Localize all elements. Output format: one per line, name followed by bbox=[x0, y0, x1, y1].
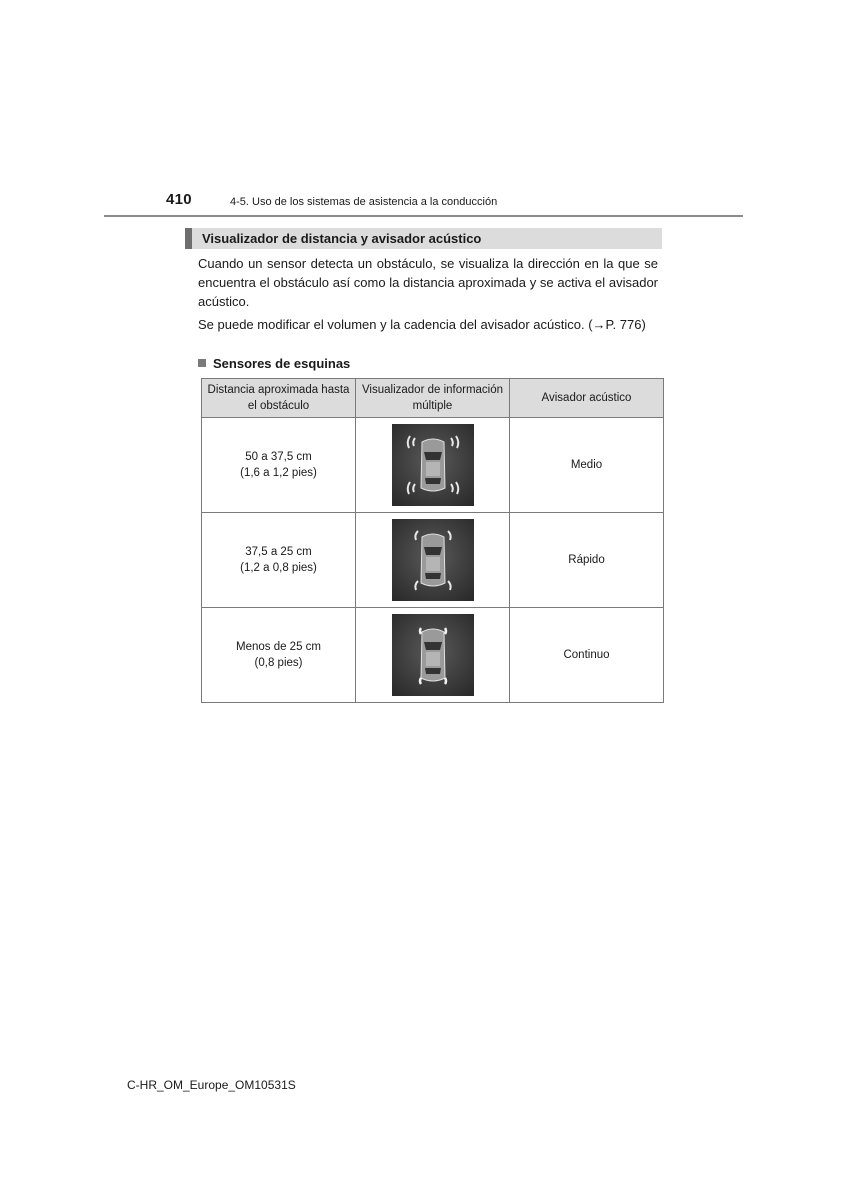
buzzer-cell: Rápido bbox=[510, 513, 664, 608]
header-distance: Distancia aproximada hasta el obstáculo bbox=[202, 379, 356, 418]
sensor-table bbox=[201, 378, 664, 703]
corner-sensor-display-near-icon bbox=[392, 614, 474, 696]
subheading bbox=[198, 356, 350, 371]
table-header-row bbox=[202, 379, 664, 418]
display-cell bbox=[356, 513, 510, 608]
page-number: 410 bbox=[166, 191, 192, 208]
subheading-text: Sensores de esquinas bbox=[213, 356, 351, 371]
header-rule bbox=[104, 215, 743, 217]
buzzer-cell: Continuo bbox=[510, 608, 664, 703]
paragraph-detection: Cuando un sensor detecta un obstáculo, se visualiza la dirección en la que se encuentra el obstáculo así como la distancia aproximada y se activa el avisador acústico. bbox=[198, 256, 658, 309]
section-reference: 4-5. Uso de los sistemas de asistencia a la conducción bbox=[230, 196, 498, 208]
distance-cell bbox=[202, 608, 356, 703]
header-buzzer: Avisador acústico bbox=[510, 379, 664, 418]
distance-feet: (1,2 a 0,8 pies) bbox=[240, 562, 317, 574]
distance-feet: (0,8 pies) bbox=[254, 657, 303, 669]
header-display: Visualizador de información múltiple bbox=[356, 379, 510, 418]
display-cell bbox=[356, 608, 510, 703]
distance-value: 37,5 a 25 cm bbox=[245, 546, 312, 558]
table-row bbox=[202, 608, 664, 703]
display-cell bbox=[356, 418, 510, 513]
section-title-bar bbox=[185, 228, 662, 249]
distance-cell bbox=[202, 513, 356, 608]
distance-value: Menos de 25 cm bbox=[235, 641, 321, 653]
paragraph-volume: Se puede modificar el volumen y la cadencia del avisador acústico. (→P. 776) bbox=[198, 317, 646, 332]
square-bullet-icon bbox=[198, 359, 206, 367]
distance-cell bbox=[202, 418, 356, 513]
buzzer-cell: Medio bbox=[510, 418, 664, 513]
document-code: C-HR_OM_Europe_OM10531S bbox=[127, 1078, 296, 1092]
section-title: Visualizador de distancia y avisador acústico bbox=[202, 231, 482, 246]
corner-sensor-display-mid-icon bbox=[392, 519, 474, 601]
distance-value: 50 a 37,5 cm bbox=[245, 451, 312, 463]
corner-sensor-display-far-icon bbox=[392, 424, 474, 506]
table-row bbox=[202, 418, 664, 513]
distance-feet: (1,6 a 1,2 pies) bbox=[240, 467, 317, 479]
table-row bbox=[202, 513, 664, 608]
